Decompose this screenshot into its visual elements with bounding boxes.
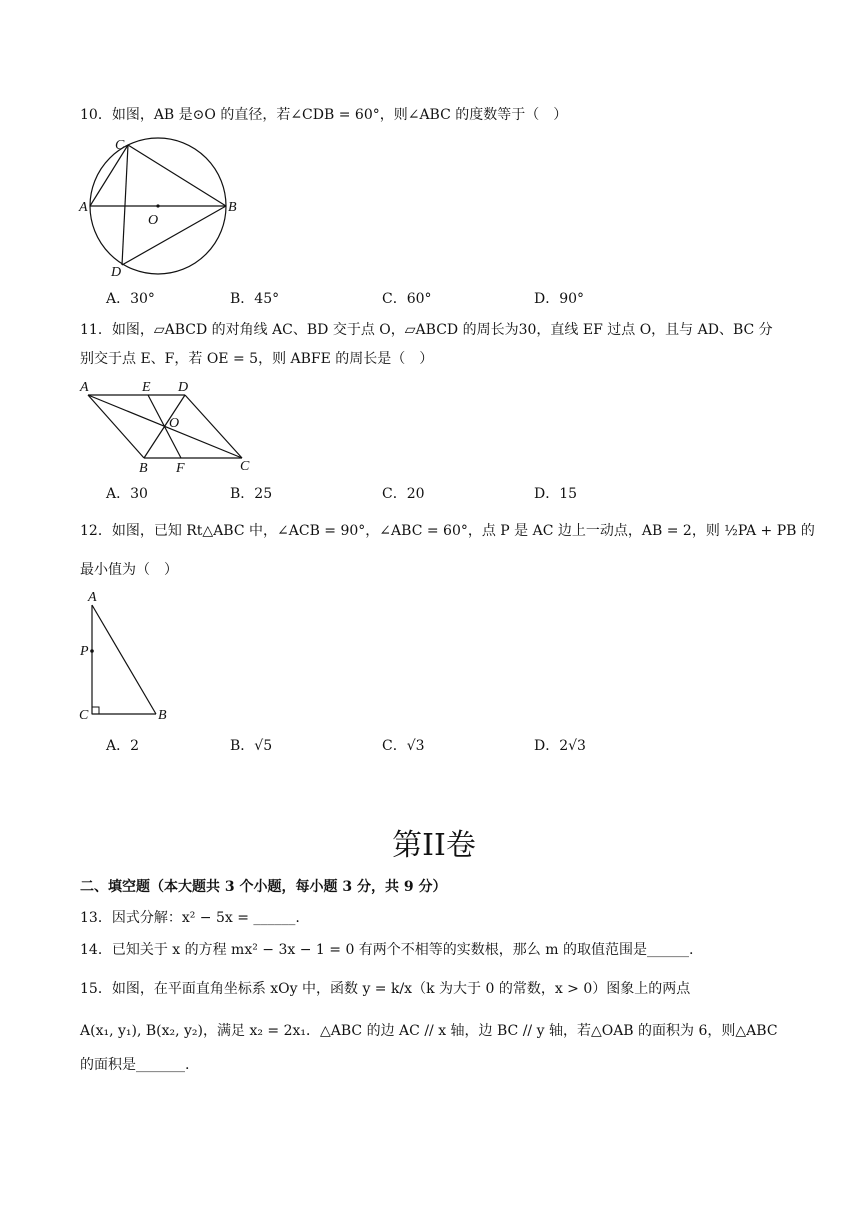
label-f: F	[176, 461, 185, 476]
label-a: A	[88, 590, 97, 605]
label-o: O	[169, 416, 180, 431]
label-b: B	[228, 200, 237, 215]
q12-text-line2: 最小值为（ ）	[80, 562, 178, 578]
label-d: D	[178, 380, 189, 395]
q15-text-line3: 的面积是_______.	[80, 1057, 190, 1073]
q12-option-c[interactable]: C．√3	[382, 738, 425, 754]
q12-option-d[interactable]: D．2√3	[534, 738, 586, 754]
q10-option-d[interactable]: D．90°	[534, 291, 585, 307]
q10-option-c[interactable]: C．60°	[382, 291, 432, 307]
part2-heading: 二、填空题（本大题共 3 个小题，每小题 3 分，共 9 分）	[80, 879, 447, 895]
q11-option-c[interactable]: C．20	[382, 486, 425, 502]
label-a: A	[80, 380, 89, 395]
section-title: 第II卷	[392, 828, 476, 863]
q10-option-b[interactable]: B．45°	[230, 291, 280, 307]
q12-option-a[interactable]: A．2	[106, 738, 140, 754]
q14-text: 14．已知关于 x 的方程 mx² − 3x − 1 = 0 有两个不相等的实数根，那么 m 的取值范围是______.	[80, 942, 694, 958]
q10-option-a[interactable]: A．30°	[106, 291, 155, 307]
q11-text-line1: 11．如图，▱ABCD 的对角线 AC、BD 交于点 O，▱ABCD 的周长为30，直线 EF 过点 O，且与 AD、BC 分	[80, 322, 773, 338]
label-d: D	[111, 265, 122, 280]
q15-text-line1: 15．如图，在平面直角坐标系 xOy 中，函数 y = k/x（k 为大于 0 的常数，x > 0）图象上的两点	[80, 981, 691, 997]
q12-option-b[interactable]: B．√5	[230, 738, 273, 754]
q12-triangle-figure	[76, 587, 186, 731]
q11-option-d[interactable]: D．15	[534, 486, 578, 502]
q15-text-line2: A(x₁, y₁), B(x₂, y₂)，满足 x₂ = 2x₁．△ABC 的边 AC // x 轴，边 BC // y 轴，若△OAB 的面积为 6，则△ABC	[80, 1023, 778, 1039]
label-c: C	[240, 459, 250, 474]
q11-parallelogram-figure	[78, 376, 268, 480]
label-a: A	[79, 200, 88, 215]
q13-text: 13．因式分解：x² − 5x = ______.	[80, 910, 300, 926]
label-o: O	[148, 213, 159, 228]
q11-option-a[interactable]: A．30	[106, 486, 148, 502]
q12-text-line1: 12．如图，已知 Rt△ABC 中，∠ACB = 90°，∠ABC = 60°，点 P 是 AC 边上一动点，AB = 2，则 ½PA + PB 的	[80, 523, 815, 539]
label-c: C	[79, 708, 89, 723]
q11-option-b[interactable]: B．25	[230, 486, 273, 502]
label-e: E	[142, 380, 151, 395]
label-p: P	[80, 644, 89, 659]
q11-text-line2: 别交于点 E、F，若 OE = 5，则 ABFE 的周长是（ ）	[80, 351, 434, 367]
label-b: B	[139, 461, 148, 476]
label-b: B	[158, 708, 167, 723]
q10-text: 10．如图，AB 是⊙O 的直径，若∠CDB = 60°，则∠ABC 的度数等于（ ）	[80, 107, 568, 123]
q10-circle-figure	[78, 135, 248, 284]
label-c: C	[115, 138, 125, 153]
